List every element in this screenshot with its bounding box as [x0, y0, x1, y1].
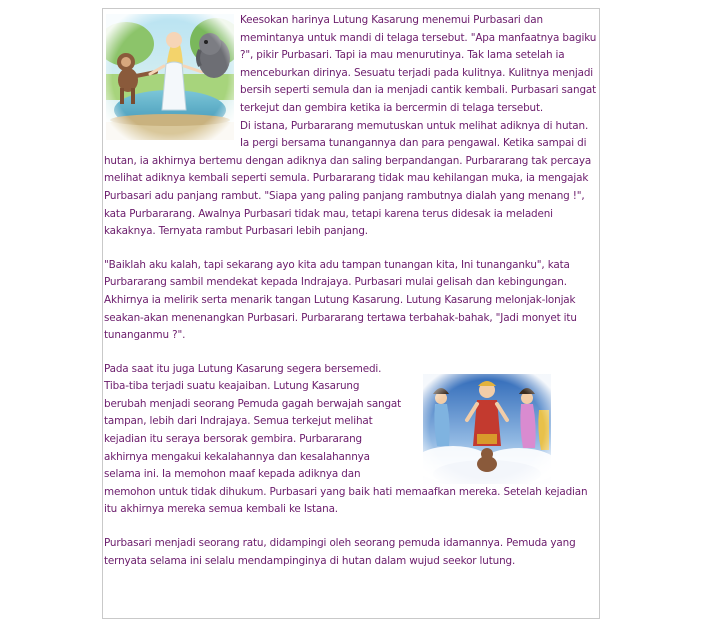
paragraph-2: "Baiklah aku kalah, tapi sekarang ayo kita adu tampan tunangan kita, Ini tunanganku", kata Purbararang sambil mendekat kepada Indrajaya. Purbasari mulai gelisah dan kebingungan. Akhirnya ia melirik serta menarik tangan Lutung Kasarung. Lutung Kasarung melonjak-lonjak seakan-akan menenangkan Purbasari. Purbararang tertawa terbahak-bahak, "Jadi monyet itu tunanganmu ?".: [104, 258, 577, 342]
illustration-purbasari-bathing: [106, 14, 234, 140]
paragraph-1-continued: Di istana, Purbararang memutuskan untuk melihat adiknya di hutan. Ia pergi bersama tunangannya dan para pengawal. Ketika sampai di hutan, ia akhirnya bertemu dengan adiknya dan saling berpandangan. Purbararang tak percaya melihat adiknya kembali seperti semula. Purbararang tidak mau kehilangan muka, ia mengajak Purbasari adu panjang rambut. "Siapa yang paling panjang rambutnya dialah yang menang !", kata Purbararang. Awalnya Purbasari tidak mau, tetapi karena terus didesak ia meladeni kakaknya. Ternyata rambut Purbasari lebih panjang.: [104, 119, 592, 238]
story-article: [104, 12, 597, 586]
illustration-transformation: [423, 374, 551, 484]
paragraph-4: Purbasari menjadi seorang ratu, didampingi oleh seorang pemuda idamannya. Pemuda yang ternyata selama ini selalu mendampinginya di hutan dalam wujud seekor lutung.: [104, 537, 576, 567]
paragraph-3: [104, 361, 597, 519]
paragraph-1-intro: Keesokan harinya Lutung Kasarung menemui Purbasari dan memintanya untuk mandi di telaga tersebut. "Apa manfaatnya bagiku ?", pikir Purbasari. Tapi ia mau menurutinya. Tak lama setelah ia menceburkan dirinya. Sesuatu terjadi pada kulitnya. Kulitnya menjadi bersih seperti semula dan ia menjadi cantik kembali. Purbasari sangat terkejut dan gembira ketika ia bercermin di telaga tersebut.: [240, 14, 597, 114]
paragraph-3-continued: memohon untuk tidak dihukum. Purbasari yang baik hati memaafkan mereka. Setelah kejadian itu akhirnya mereka semua kembali ke Istana.: [104, 485, 588, 516]
paragraph-3-intro: Pada saat itu juga Lutung Kasarung segera bersemedi. Tiba-tiba terjadi suatu keajaiban. Lutung Kasarung berubah menjadi seorang Pemuda gagah berwajah sangat tampan, lebih dari Indrajaya. Semua terkejut melihat kejadian itu seraya bersorak gembira. Purbararang akhirnya mengakui kekalahannya dan kesalahannya selama ini. Ia memohon maaf kepada adiknya dan: [104, 362, 402, 481]
paragraph-1: [104, 12, 597, 241]
